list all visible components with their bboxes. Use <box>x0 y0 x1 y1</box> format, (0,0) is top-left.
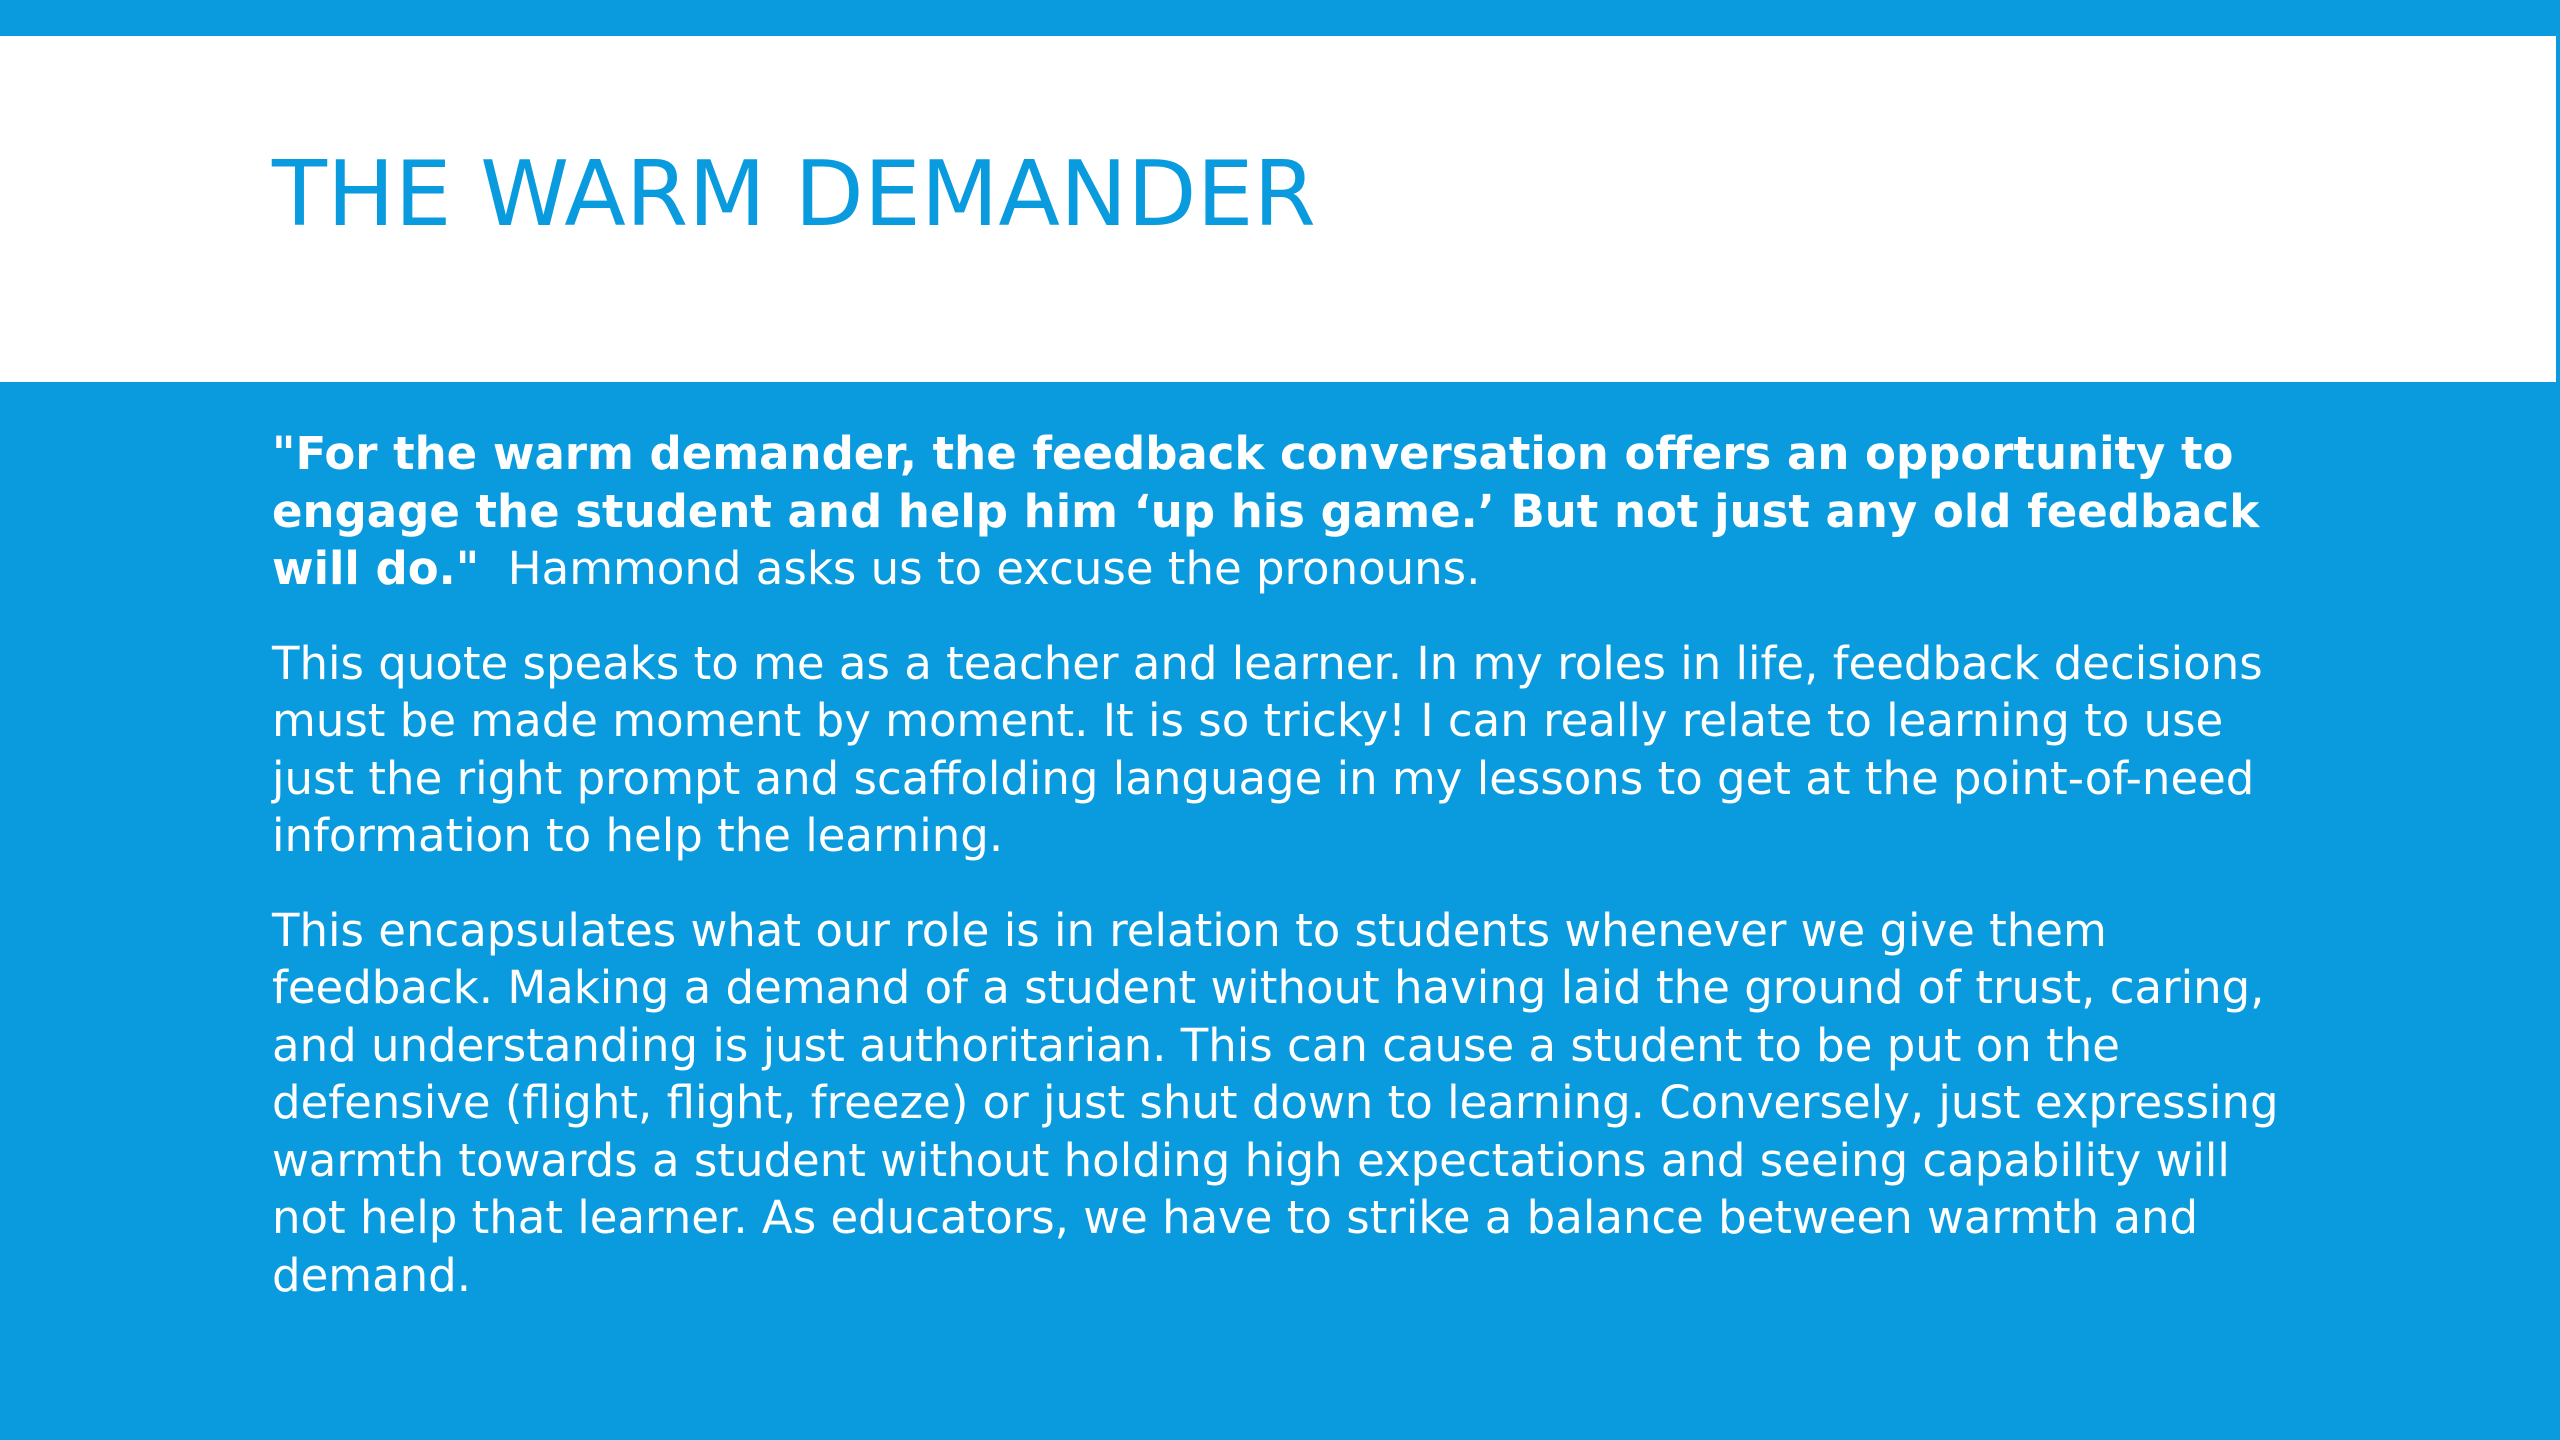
reflection-paragraph: This quote speaks to me as a teacher and learner. In my roles in life, feedback decisions must be made moment by moment. It is so tricky! I can really relate to learning to use just the right prompt and scaffolding language in my lessons to get at the point-of-need information to help the learning. <box>272 636 2263 862</box>
slide-body <box>272 425 2292 1341</box>
quote-paragraph <box>272 425 2292 598</box>
top-accent-bar <box>0 0 2560 36</box>
quote-note: Hammond asks us to excuse the pronouns. <box>507 542 1481 595</box>
right-edge-accent <box>2556 36 2560 382</box>
summary-paragraph: This encapsulates what our role is in relation to students whenever we give them feedback. Making a demand of a student without having laid the ground of trust, caring, and understanding is just authoritarian. This can cause a student to be put on the defensive (flight, flight, freeze) or just shut down to learning. Conversely, just expressing warmth towards a student without holding high expectations and seeing capability will not help that learner. As educators, we have to strike a balance between warmth and demand. <box>272 903 2279 1302</box>
hammond-quote: "For the warm demander, the feedback conversation offers an opportunity to engage the student and help him ‘up his game.’ But not just any old feedback will do." <box>272 427 2260 595</box>
slide-title: THE WARM DEMANDER <box>272 142 1316 247</box>
